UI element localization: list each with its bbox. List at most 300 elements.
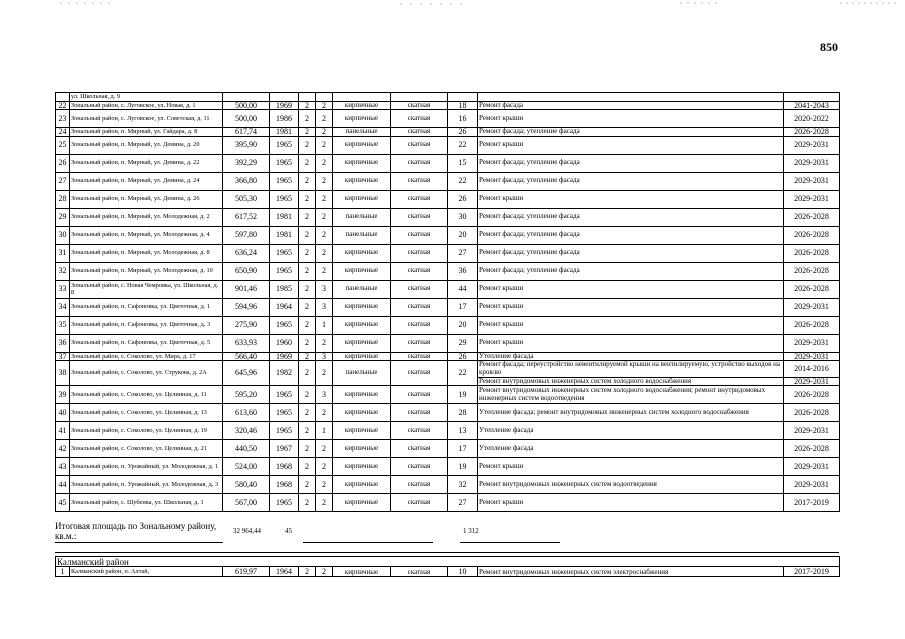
work-type: Утепление фасада; ремонт внутридомовых инженерных систем холодного водоснабжения — [478, 404, 784, 422]
wall-material: кирпичные — [333, 190, 391, 208]
year: 1965 — [270, 136, 299, 154]
year: 1965 — [270, 422, 299, 440]
roof-type: скатная — [391, 208, 448, 226]
period: 2026-2028 — [784, 316, 840, 334]
period: 2026-2028 — [784, 128, 840, 137]
year: 1969 — [270, 352, 299, 361]
apartments-count: 32 — [448, 476, 478, 494]
roof-type: скатная — [391, 567, 448, 577]
page-number: 850 — [820, 40, 838, 54]
table-row — [56, 352, 840, 361]
roof-type: скатная — [391, 476, 448, 494]
work-type: Ремонт фасада; утепление фасада — [478, 154, 784, 172]
period: 2026-2028 — [784, 404, 840, 422]
entrances: 1 — [316, 422, 333, 440]
table-row — [56, 404, 840, 422]
work-type: Утепление фасада — [478, 422, 784, 440]
year: 1969 — [270, 101, 299, 110]
floors: 2 — [299, 334, 316, 352]
apartments-count: 20 — [448, 316, 478, 334]
address: Зональный район, с. Соколово, ул. Целинная, д. 21 — [70, 440, 223, 458]
roof-type: скатная — [391, 172, 448, 190]
table-row — [56, 361, 840, 377]
address: Зональный район, с. Соколово, ул. Целинная, д. 13 — [70, 404, 223, 422]
period: 2029-2031 — [784, 458, 840, 476]
row-number: 36 — [56, 334, 70, 352]
area: 366,80 — [223, 172, 270, 190]
address: ул. Школьная, д. 9 — [70, 93, 223, 102]
row-number: 43 — [56, 458, 70, 476]
year: 1982 — [270, 361, 299, 386]
floors: 2 — [299, 494, 316, 512]
area: 275,90 — [223, 316, 270, 334]
period: 2017-2019 — [784, 567, 840, 577]
entrances: 2 — [316, 110, 333, 128]
floors: 2 — [299, 280, 316, 298]
address: Зональный район, с. Новая Чемровка, ул. Школьная, д. 8 — [70, 280, 223, 298]
area: 650,90 — [223, 262, 270, 280]
floors: 2 — [299, 567, 316, 577]
wall-material: кирпичные — [333, 316, 391, 334]
period: 2029-2031 — [784, 476, 840, 494]
period: 2026-2028 — [784, 262, 840, 280]
year: 1985 — [270, 280, 299, 298]
table-row — [56, 334, 840, 352]
table-row — [56, 262, 840, 280]
table-row — [56, 101, 840, 110]
apartments-count: 26 — [448, 190, 478, 208]
apartments-count: 26 — [448, 128, 478, 137]
entrances: 2 — [316, 334, 333, 352]
roof-type: скатная — [391, 386, 448, 404]
row-number: 23 — [56, 110, 70, 128]
table-row — [56, 494, 840, 512]
total-apartments: 1 312 — [463, 527, 479, 535]
roof-type: скатная — [391, 316, 448, 334]
year: 1967 — [270, 440, 299, 458]
table-row — [56, 93, 840, 102]
period: 2014-2016 — [784, 361, 840, 377]
entrances — [316, 93, 333, 102]
roof-type: скатная — [391, 128, 448, 137]
work-type: Ремонт фасада; утепление фасада — [478, 244, 784, 262]
apartments-count: 16 — [448, 110, 478, 128]
district-header-row — [56, 557, 840, 567]
row-number: 38 — [56, 361, 70, 386]
row-number: 40 — [56, 404, 70, 422]
table-row — [56, 567, 840, 577]
roof-type — [391, 93, 448, 102]
address: Зональный район, с. Соколово, ул. Мира, д. 17 — [70, 352, 223, 361]
period: 2029-2031 — [784, 352, 840, 361]
row-number: 24 — [56, 128, 70, 137]
year: 1960 — [270, 334, 299, 352]
row-number: 41 — [56, 422, 70, 440]
work-type: Ремонт крыши — [478, 494, 784, 512]
entrances: 2 — [316, 226, 333, 244]
row-number: 37 — [56, 352, 70, 361]
floors: 2 — [299, 244, 316, 262]
address: Зональный район, п. Сафоновка, ул. Цветочная, д. 1 — [70, 298, 223, 316]
wall-material: панельные — [333, 208, 391, 226]
wall-material: кирпичные — [333, 567, 391, 577]
floors: 2 — [299, 316, 316, 334]
floors — [299, 93, 316, 102]
area: 392,29 — [223, 154, 270, 172]
address: Зональный район, с. Соколово, ул. Целинная, д. 11 — [70, 386, 223, 404]
year: 1965 — [270, 386, 299, 404]
work-type — [478, 93, 784, 102]
entrances: 3 — [316, 352, 333, 361]
underline — [55, 542, 223, 543]
area: 567,00 — [223, 494, 270, 512]
housing-register-table — [55, 92, 840, 512]
table-row — [56, 208, 840, 226]
roof-type: скатная — [391, 110, 448, 128]
address: Калманский район, п. Алтай, — [70, 567, 223, 577]
wall-material: панельные — [333, 226, 391, 244]
roof-type: скатная — [391, 262, 448, 280]
area: 580,40 — [223, 476, 270, 494]
row-number: 27 — [56, 172, 70, 190]
wall-material: кирпичные — [333, 110, 391, 128]
area: 619,97 — [223, 567, 270, 577]
address: Зональный район, п. Мирный, ул. Демина, д. 26 — [70, 190, 223, 208]
entrances: 1 — [316, 316, 333, 334]
address: Зональный район, п. Урожайный, ул. Молодежная, д. 1 — [70, 458, 223, 476]
work-type: Ремонт фасада; утепление фасада — [478, 226, 784, 244]
period: 2026-2028 — [784, 280, 840, 298]
area: 617,74 — [223, 128, 270, 137]
table-row — [56, 440, 840, 458]
area: 320,46 — [223, 422, 270, 440]
entrances: 2 — [316, 190, 333, 208]
entrances: 2 — [316, 476, 333, 494]
work-type: Ремонт внутридомовых инженерных систем электроснабжения — [478, 567, 784, 577]
row-number: 42 — [56, 440, 70, 458]
row-number: 44 — [56, 476, 70, 494]
address: Зональный район, с. Соколово, ул. Струкова, д. 2А — [70, 361, 223, 386]
work-type: Ремонт фасада; утепление фасада — [478, 172, 784, 190]
table-row — [56, 298, 840, 316]
table-row — [56, 458, 840, 476]
address: Зональный район, с. Луговское, ул. Советская, д. 11 — [70, 110, 223, 128]
roof-type: скатная — [391, 298, 448, 316]
roof-type: скатная — [391, 494, 448, 512]
roof-type: скатная — [391, 136, 448, 154]
year: 1981 — [270, 226, 299, 244]
wall-material: кирпичные — [333, 440, 391, 458]
floors: 2 — [299, 361, 316, 386]
year: 1964 — [270, 567, 299, 577]
floors: 2 — [299, 404, 316, 422]
area: 645,96 — [223, 361, 270, 386]
period: 2029-2031 — [784, 136, 840, 154]
period: 2017-2019 — [784, 494, 840, 512]
roof-type: скатная — [391, 334, 448, 352]
roof-type: скатная — [391, 352, 448, 361]
address: Зональный район, п. Мирный, ул. Молодежная, д. 4 — [70, 226, 223, 244]
wall-material: кирпичные — [333, 172, 391, 190]
address: Зональный район, п. Сафоновка, ул. Цветочная, д. 5 — [70, 334, 223, 352]
wall-material: кирпичные — [333, 404, 391, 422]
entrances: 3 — [316, 280, 333, 298]
year: 1964 — [270, 298, 299, 316]
work-type: Ремонт фасада — [478, 101, 784, 110]
entrances: 2 — [316, 136, 333, 154]
period: 2026-2028 — [784, 244, 840, 262]
apartments-count: 17 — [448, 298, 478, 316]
period: 2026-2028 — [784, 226, 840, 244]
year: 1965 — [270, 316, 299, 334]
area: 500,00 — [223, 110, 270, 128]
table-row — [56, 172, 840, 190]
apartments-count: 15 — [448, 154, 478, 172]
row-number — [56, 93, 70, 102]
apartments-count — [448, 93, 478, 102]
entrances: 2 — [316, 494, 333, 512]
apartments-count: 44 — [448, 280, 478, 298]
table-body — [56, 93, 840, 512]
table-row — [56, 316, 840, 334]
apartments-count: 19 — [448, 386, 478, 404]
table-row — [56, 280, 840, 298]
work-type: Утепление фасада — [478, 440, 784, 458]
floors: 2 — [299, 136, 316, 154]
table-row — [56, 476, 840, 494]
year: 1965 — [270, 262, 299, 280]
floors: 2 — [299, 128, 316, 137]
floors: 2 — [299, 110, 316, 128]
area: 617,52 — [223, 208, 270, 226]
work-type: Ремонт фасада; переустройство невентилируемой крыши на вентилируемую, устройство выходов на кровлю — [478, 361, 784, 377]
district-total — [55, 521, 839, 543]
floors: 2 — [299, 226, 316, 244]
period: 2029-2031 — [784, 298, 840, 316]
wall-material: кирпичные — [333, 476, 391, 494]
address: Зональный район, п. Мирный, ул. Молодежная, д. 8 — [70, 244, 223, 262]
row-number: 33 — [56, 280, 70, 298]
area: 566,40 — [223, 352, 270, 361]
wall-material: кирпичные — [333, 101, 391, 110]
entrances: 2 — [316, 208, 333, 226]
address: Зональный район, п. Мирный, ул. Демина, д. 22 — [70, 154, 223, 172]
table-row — [56, 128, 840, 137]
area: 901,46 — [223, 280, 270, 298]
year: 1986 — [270, 110, 299, 128]
apartments-count: 22 — [448, 361, 478, 386]
area: 395,90 — [223, 136, 270, 154]
total-area: 32 964,44 — [233, 527, 261, 535]
floors: 2 — [299, 101, 316, 110]
entrances: 2 — [316, 567, 333, 577]
area: 594,96 — [223, 298, 270, 316]
wall-material: кирпичные — [333, 262, 391, 280]
floors: 2 — [299, 208, 316, 226]
work-type: Ремонт крыши — [478, 458, 784, 476]
entrances: 2 — [316, 244, 333, 262]
wall-material: кирпичные — [333, 386, 391, 404]
year: 1965 — [270, 494, 299, 512]
row-number: 22 — [56, 101, 70, 110]
wall-material: панельные — [333, 128, 391, 137]
apartments-count: 17 — [448, 440, 478, 458]
scan-noise — [0, 0, 905, 10]
address: Зональный район, п. Мирный, ул. Демина, д. 24 — [70, 172, 223, 190]
entrances: 2 — [316, 458, 333, 476]
wall-material: кирпичные — [333, 334, 391, 352]
floors: 2 — [299, 298, 316, 316]
period: 2029-2031 — [784, 172, 840, 190]
period: 2029-2031 — [784, 422, 840, 440]
period: 2029-2031 — [784, 334, 840, 352]
table-row — [56, 226, 840, 244]
kalmansky-table — [55, 556, 840, 577]
wall-material: кирпичные — [333, 458, 391, 476]
area: 524,00 — [223, 458, 270, 476]
year: 1968 — [270, 458, 299, 476]
apartments-count: 27 — [448, 494, 478, 512]
year: 1968 — [270, 476, 299, 494]
period: 2026-2028 — [784, 386, 840, 404]
roof-type: скатная — [391, 458, 448, 476]
floors: 2 — [299, 352, 316, 361]
address: Зональный район, п. Сафоновка, ул. Цветочная, д. 3 — [70, 316, 223, 334]
apartments-count: 18 — [448, 101, 478, 110]
apartments-count: 20 — [448, 226, 478, 244]
work-type: Утепление фасада — [478, 352, 784, 361]
apartments-count: 10 — [448, 567, 478, 577]
apartments-count: 22 — [448, 136, 478, 154]
work-type: Ремонт крыши — [478, 110, 784, 128]
address: Зональный район, п. Мирный, ул. Демина, д. 20 — [70, 136, 223, 154]
wall-material: панельные — [333, 361, 391, 386]
apartments-count: 19 — [448, 458, 478, 476]
area: 633,93 — [223, 334, 270, 352]
wall-material: кирпичные — [333, 422, 391, 440]
entrances: 2 — [316, 128, 333, 137]
year: 1981 — [270, 128, 299, 137]
work-type: Ремонт внутридомовых инженерных систем холодного водоснабжения — [478, 377, 784, 386]
table-row — [56, 244, 840, 262]
divider — [55, 552, 839, 553]
row-number: 28 — [56, 190, 70, 208]
address: Зональный район, с. Шубенка, ул. Школьная, д. 1 — [70, 494, 223, 512]
entrances: 3 — [316, 386, 333, 404]
year: 1965 — [270, 404, 299, 422]
apartments-count: 13 — [448, 422, 478, 440]
apartments-count: 29 — [448, 334, 478, 352]
work-type: Ремонт фасада; утепление фасада — [478, 128, 784, 137]
roof-type: скатная — [391, 154, 448, 172]
entrances: 2 — [316, 101, 333, 110]
roof-type: скатная — [391, 190, 448, 208]
row-number: 26 — [56, 154, 70, 172]
entrances: 2 — [316, 440, 333, 458]
wall-material: кирпичные — [333, 298, 391, 316]
apartments-count: 30 — [448, 208, 478, 226]
year: 1981 — [270, 208, 299, 226]
address: Зональный район, п. Урожайный, ул. Молодежная, д. 3 — [70, 476, 223, 494]
underline — [460, 542, 560, 543]
floors: 2 — [299, 386, 316, 404]
area — [223, 93, 270, 102]
year: 1965 — [270, 244, 299, 262]
period: 2029-2031 — [784, 377, 840, 386]
address: Зональный район, с. Соколово, ул. Целинная, д. 19 — [70, 422, 223, 440]
work-type: Ремонт фасада; утепление фасада — [478, 208, 784, 226]
area: 505,30 — [223, 190, 270, 208]
work-type: Ремонт фасада; утепление фасада — [478, 262, 784, 280]
floors: 2 — [299, 262, 316, 280]
roof-type: скатная — [391, 440, 448, 458]
row-number: 1 — [56, 567, 70, 577]
entrances: 2 — [316, 361, 333, 386]
period: 2020-2022 — [784, 110, 840, 128]
floors: 2 — [299, 172, 316, 190]
floors: 2 — [299, 440, 316, 458]
roof-type: скатная — [391, 101, 448, 110]
table-row — [56, 136, 840, 154]
row-number: 30 — [56, 226, 70, 244]
address: Зональный район, п. Мирный, ул. Гайдара, д. 8 — [70, 128, 223, 137]
district-name: Калманский район — [56, 557, 840, 567]
apartments-count: 27 — [448, 244, 478, 262]
row-number: 34 — [56, 298, 70, 316]
year: 1965 — [270, 154, 299, 172]
period — [784, 93, 840, 102]
table-row — [56, 154, 840, 172]
row-number: 29 — [56, 208, 70, 226]
wall-material — [333, 93, 391, 102]
period: 2029-2031 — [784, 154, 840, 172]
entrances: 3 — [316, 298, 333, 316]
apartments-count: 22 — [448, 172, 478, 190]
area: 636,24 — [223, 244, 270, 262]
entrances: 2 — [316, 404, 333, 422]
floors: 2 — [299, 190, 316, 208]
table-row — [56, 386, 840, 404]
work-type: Ремонт крыши — [478, 298, 784, 316]
year — [270, 93, 299, 102]
wall-material: панельные — [333, 280, 391, 298]
wall-material: кирпичные — [333, 494, 391, 512]
row-number: 35 — [56, 316, 70, 334]
row-number: 31 — [56, 244, 70, 262]
entrances: 2 — [316, 154, 333, 172]
roof-type: скатная — [391, 422, 448, 440]
period: 2029-2031 — [784, 190, 840, 208]
floors: 2 — [299, 422, 316, 440]
work-type: Ремонт крыши — [478, 280, 784, 298]
year: 1965 — [270, 172, 299, 190]
row-number: 32 — [56, 262, 70, 280]
row-number: 25 — [56, 136, 70, 154]
area: 500,00 — [223, 101, 270, 110]
address: Зональный район, п. Мирный, ул. Молодежная, д. 10 — [70, 262, 223, 280]
area: 613,60 — [223, 404, 270, 422]
total-houses: 45 — [285, 527, 292, 535]
table-row — [56, 190, 840, 208]
floors: 2 — [299, 154, 316, 172]
address: Зональный район, с. Луговское, ул. Новая, д. 1 — [70, 101, 223, 110]
roof-type: скатная — [391, 361, 448, 386]
floors: 2 — [299, 476, 316, 494]
row-number: 45 — [56, 494, 70, 512]
work-type: Ремонт крыши — [478, 334, 784, 352]
wall-material: кирпичные — [333, 352, 391, 361]
apartments-count: 28 — [448, 404, 478, 422]
